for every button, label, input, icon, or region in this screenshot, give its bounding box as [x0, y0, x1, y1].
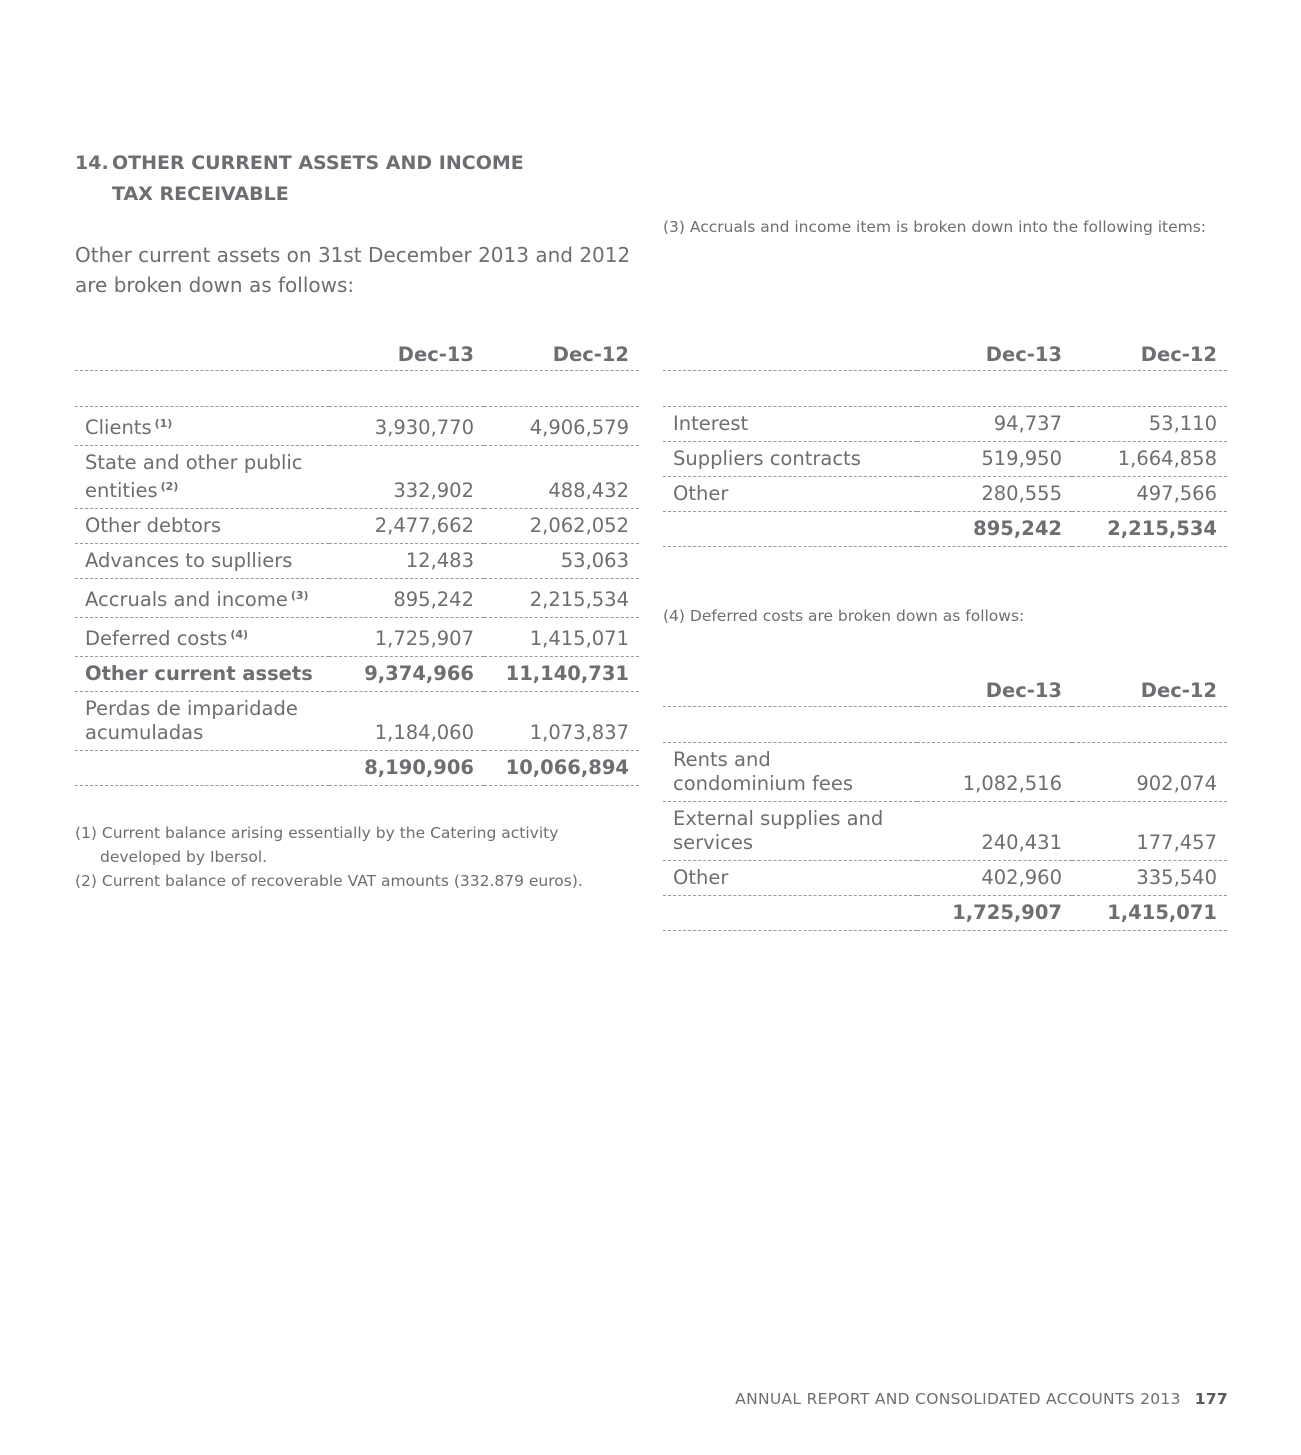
footnote-ref: (1): [154, 417, 173, 430]
total-dec12: 1,415,071: [1072, 896, 1227, 931]
footnote-2: (2) Current balance of recoverable VAT amounts (332.879 euros).: [75, 872, 583, 890]
cell-dec12: 177,457: [1072, 802, 1227, 861]
table-row: [663, 442, 1227, 477]
footnotes: [75, 821, 655, 893]
row-label: Other: [663, 861, 917, 896]
total-row: [663, 512, 1227, 547]
cell-dec13: 9,374,966: [329, 657, 484, 692]
section-title-line2: TAX RECEIVABLE: [112, 183, 289, 205]
column-header-dec13: Dec-13: [917, 332, 1072, 371]
cell-dec12: 488,432: [484, 446, 639, 509]
table-header-row: [663, 332, 1227, 371]
cell-dec12: 53,063: [484, 544, 639, 579]
cell-dec12: 497,566: [1072, 477, 1227, 512]
table-row: [75, 509, 639, 544]
row-label: Suppliers contracts: [663, 442, 917, 477]
blank-row: [75, 371, 639, 407]
accruals-table: [663, 332, 1227, 547]
page-number: 177: [1194, 1390, 1228, 1408]
footer-text: ANNUAL REPORT AND CONSOLIDATED ACCOUNTS 2013: [735, 1390, 1181, 1408]
footnote-ref: (3): [290, 589, 309, 602]
cell-dec13: 1,184,060: [329, 692, 484, 751]
total-row: [75, 751, 639, 786]
row-label: Other debtors: [75, 509, 329, 544]
total-dec12: 2,215,534: [1072, 512, 1227, 547]
cell-dec13: 2,477,662: [329, 509, 484, 544]
cell-dec13: 402,960: [917, 861, 1072, 896]
cell-dec13: 280,555: [917, 477, 1072, 512]
row-label: Interest: [663, 407, 917, 442]
row-label: State and other public entities: [85, 451, 303, 502]
cell-dec13: 94,737: [917, 407, 1072, 442]
table-header-row: [75, 332, 639, 371]
intro-paragraph: Other current assets on 31st December 2013 and 2012 are broken down as follows:: [75, 243, 631, 297]
page-footer: [735, 1390, 1228, 1408]
footnote-1-continuation: developed by Ibersol.: [100, 848, 268, 866]
section-number: 14.: [75, 152, 109, 174]
row-label: Deferred costs: [85, 627, 228, 650]
table-row: [663, 407, 1227, 442]
footnote-ref: (4): [230, 628, 249, 641]
cell-dec12: 1,415,071: [484, 618, 639, 657]
footnote-ref: (2): [160, 480, 179, 493]
cell-dec12: 11,140,731: [484, 657, 639, 692]
column-header-dec13: Dec-13: [329, 332, 484, 371]
cell-dec12: 902,074: [1072, 743, 1227, 802]
cell-dec12: 335,540: [1072, 861, 1227, 896]
cell-dec13: 12,483: [329, 544, 484, 579]
total-dec13: 1,725,907: [917, 896, 1072, 931]
section-title: [75, 148, 635, 210]
accruals-note: (3) Accruals and income item is broken down into the following items:: [663, 218, 1207, 236]
row-label: Perdas de imparidade acumuladas: [75, 692, 329, 751]
cell-dec12: 1,073,837: [484, 692, 639, 751]
cell-dec12: 2,215,534: [484, 579, 639, 618]
total-dec13: 895,242: [917, 512, 1072, 547]
other-current-assets-table: [75, 332, 639, 786]
blank-row: [663, 707, 1227, 743]
cell-dec12: 53,110: [1072, 407, 1227, 442]
row-label: Accruals and income: [85, 588, 288, 611]
table-header-row: [663, 668, 1227, 707]
cell-dec13: 1,725,907: [329, 618, 484, 657]
table-row: [663, 743, 1227, 802]
blank-row: [663, 371, 1227, 407]
table-row: [75, 446, 639, 509]
total-dec13: 8,190,906: [329, 751, 484, 786]
table-row: [75, 407, 639, 446]
section-title-line1: OTHER CURRENT ASSETS AND INCOME: [112, 152, 524, 174]
cell-dec13: 1,082,516: [917, 743, 1072, 802]
row-label: External supplies and services: [663, 802, 917, 861]
column-header-dec13: Dec-13: [917, 668, 1072, 707]
table-row: [663, 861, 1227, 896]
deferred-costs-table: [663, 668, 1227, 931]
cell-dec13: 240,431: [917, 802, 1072, 861]
table-row: [75, 579, 639, 618]
total-dec12: 10,066,894: [484, 751, 639, 786]
table-row: [663, 477, 1227, 512]
cell-dec12: 1,664,858: [1072, 442, 1227, 477]
total-row: [663, 896, 1227, 931]
column-header-dec12: Dec-12: [484, 332, 639, 371]
column-header-dec12: Dec-12: [1072, 668, 1227, 707]
row-label: Rents and condominium fees: [663, 743, 917, 802]
table-row: [75, 692, 639, 751]
row-label: Other: [663, 477, 917, 512]
row-label: Other current assets: [75, 657, 329, 692]
subtotal-row: [75, 657, 639, 692]
cell-dec13: 895,242: [329, 579, 484, 618]
row-label: Clients: [85, 416, 152, 439]
footnote-1-text: (1) Current balance arising essentially by the Catering activity: [75, 824, 559, 842]
column-header-dec12: Dec-12: [1072, 332, 1227, 371]
deferred-costs-note: (4) Deferred costs are broken down as follows:: [663, 607, 1025, 625]
table-row: [663, 802, 1227, 861]
table-row: [75, 618, 639, 657]
cell-dec13: 519,950: [917, 442, 1072, 477]
cell-dec12: 4,906,579: [484, 407, 639, 446]
cell-dec12: 2,062,052: [484, 509, 639, 544]
footnote-1: [75, 821, 655, 869]
table-row: [75, 544, 639, 579]
cell-dec13: 3,930,770: [329, 407, 484, 446]
row-label: Advances to suplliers: [75, 544, 329, 579]
cell-dec13: 332,902: [329, 446, 484, 509]
